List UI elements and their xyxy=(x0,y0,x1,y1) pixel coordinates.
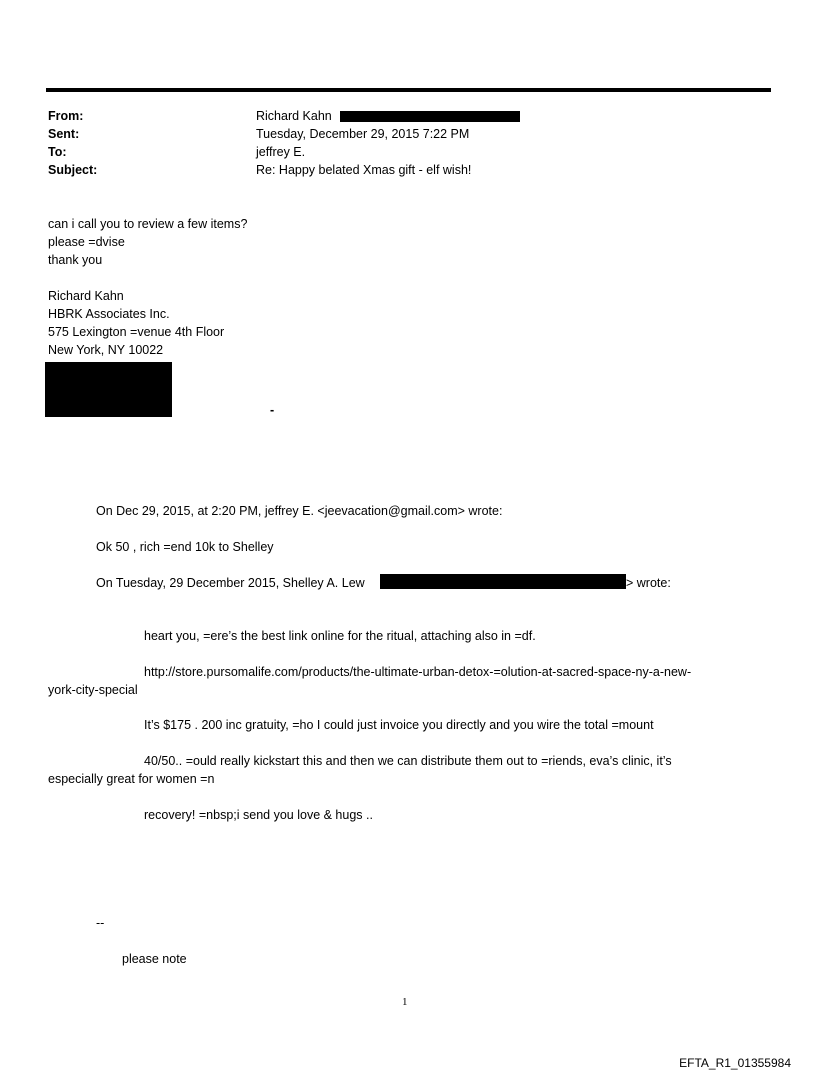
signature-address: 575 Lexington =venue 4th Floor xyxy=(48,325,225,339)
redaction-shelley-email xyxy=(380,574,626,589)
signature-company: HBRK Associates Inc. xyxy=(48,307,170,321)
redaction-from-email xyxy=(340,111,520,122)
sent-value: Tuesday, December 29, 2015 7:22 PM xyxy=(256,127,470,141)
quoted-paragraph-3: It’s $175 . 200 inc gratuity, =ho I could just invoice you directly and you wire the total =mount xyxy=(144,718,654,732)
subject-label: Subject: xyxy=(48,163,98,177)
header-rule xyxy=(46,88,771,92)
redaction-block xyxy=(45,362,172,417)
from-label: From: xyxy=(48,109,84,123)
shelley-intro-text: On Tuesday, 29 December 2015, Shelley A. Lew xyxy=(96,576,365,590)
quoted-paragraph-4-line-1: 40/50.. =ould really kickstart this and then we can distribute them out to =riends, eva’s clinic, it’s xyxy=(144,754,672,768)
body-line-2: please =dvise xyxy=(48,235,125,249)
page-number: 1 xyxy=(402,996,408,1008)
bates-number: EFTA_R1_01355984 xyxy=(679,1056,791,1070)
please-note: please note xyxy=(122,952,187,966)
quoted-link-line-1: http://store.pursomalife.com/products/the-ultimate-urban-detox-=olution-at-sacred-space-ny-a-new- xyxy=(144,665,692,679)
body-line-3: thank you xyxy=(48,253,103,267)
subject-value: Re: Happy belated Xmas gift - elf wish! xyxy=(256,163,472,177)
quoted-shelley-intro xyxy=(96,576,365,590)
sent-label: Sent: xyxy=(48,127,80,141)
from-value xyxy=(256,109,332,123)
from-name: Richard Kahn xyxy=(256,109,332,123)
quoted-jeffrey-intro: On Dec 29, 2015, at 2:20 PM, jeffrey E. <jeevacation@gmail.com> wrote: xyxy=(96,504,503,518)
quoted-link-line-2: york-city-special xyxy=(48,683,138,697)
signature-name: Richard Kahn xyxy=(48,289,124,303)
shelley-intro-end: > wrote: xyxy=(626,576,671,590)
to-label: To: xyxy=(48,145,67,159)
quoted-paragraph-1: heart you, =ere’s the best link online for the ritual, attaching also in =df. xyxy=(144,629,536,643)
quoted-jeffrey-reply: Ok 50 , rich =end 10k to Shelley xyxy=(96,540,274,554)
quoted-paragraph-4-line-2: especially great for women =n xyxy=(48,772,215,786)
signature-city: New York, NY 10022 xyxy=(48,343,164,357)
dash-mark: - xyxy=(270,403,275,417)
body-line-1: can i call you to review a few items? xyxy=(48,217,248,231)
quoted-sig-dash: -- xyxy=(96,916,105,930)
to-value: jeffrey E. xyxy=(256,145,306,159)
quoted-paragraph-5: recovery! =nbsp;i send you love & hugs .. xyxy=(144,808,373,822)
